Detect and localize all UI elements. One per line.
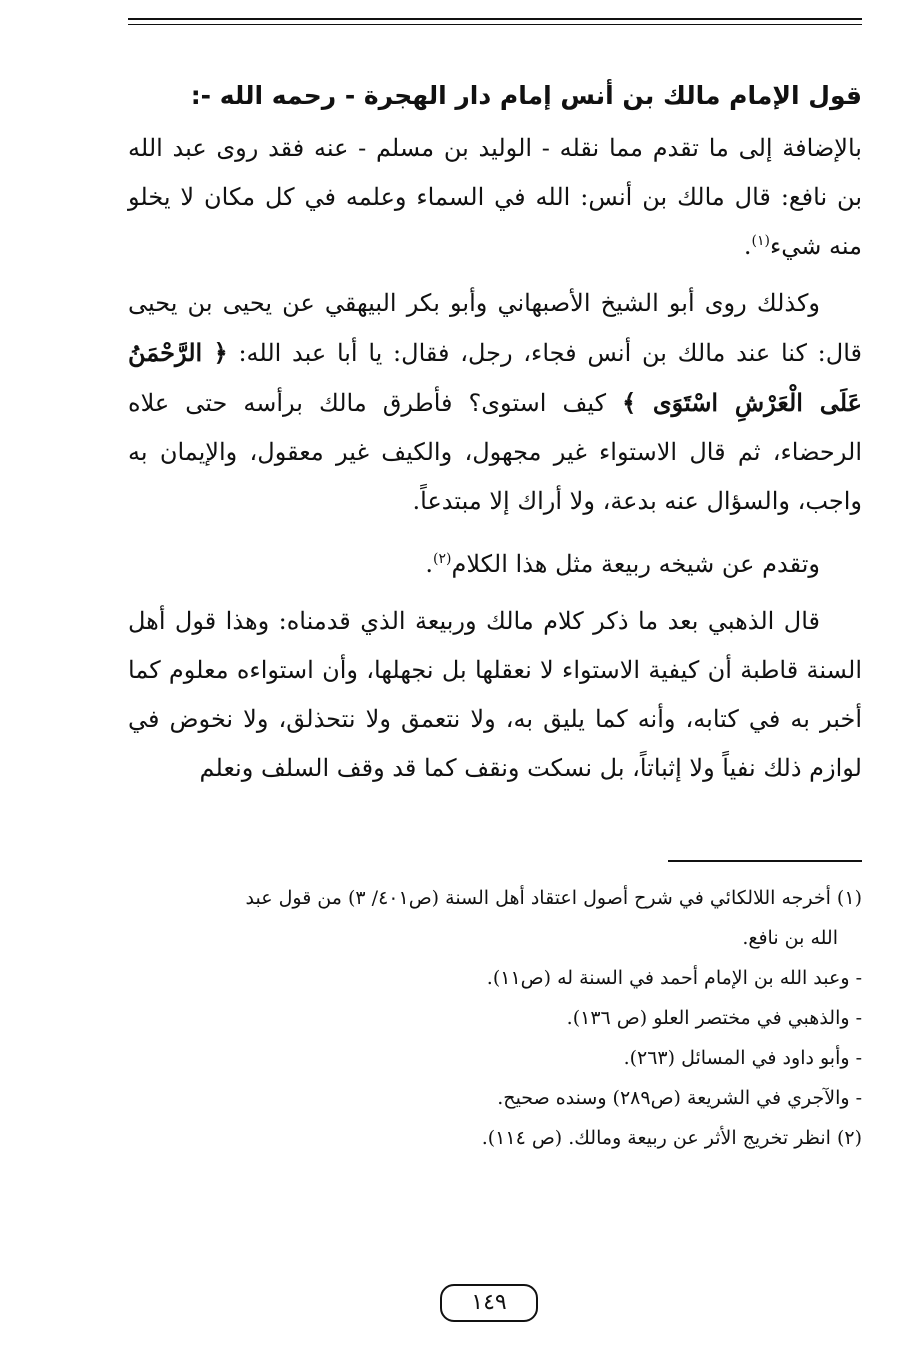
paragraph-3 (128, 540, 862, 589)
paragraph-3-end: . (425, 550, 434, 578)
header-rule-bottom (128, 24, 862, 25)
footnote-1-line-3: - وعبد الله بن الإمام أحمد في السنة له (ص١١). (486, 967, 862, 989)
page-body (128, 74, 862, 807)
footnote-ref-1: (١) (751, 233, 770, 249)
paragraph-2 (128, 279, 862, 526)
footnote-2-line-1: (٢) انظر تخريج الأثر عن ربيعة ومالك. (ص ١١٤). (481, 1127, 862, 1149)
paragraph-4 (128, 597, 862, 793)
footnote-1-line-1: (١) أخرجه اللالكائي في شرح أصول اعتقاد أهل السنة (ص٤٠١/ ٣) من قول عبد (245, 887, 862, 909)
page-number: ١٤٩ (440, 1284, 538, 1322)
paragraph-1-end: . (743, 232, 752, 260)
footnote-1-line-4: - والذهبي في مختصر العلو (ص ١٣٦). (566, 1007, 862, 1029)
header-rule-top (128, 18, 862, 20)
footnote-separator (668, 860, 862, 862)
footnote-ref-2: (٢) (433, 551, 452, 567)
footnotes (128, 878, 862, 1158)
paragraph-1-text: بالإضافة إلى ما تقدم مما نقله - الوليد بن مسلم - عنه فقد روى عبد الله بن نافع: قال مالك بن أنس: الله في السماء وعلمه في كل مكان لا يخلو منه شيء (128, 134, 862, 260)
paragraph-4-text: قال الذهبي بعد ما ذكر كلام مالك وربيعة الذي قدمناه: وهذا قول أهل السنة قاطبة أن كيفية الاستواء لا نعقلها بل نجهلها، وأن استواءه معلوم كما أخبر به في كتابه، وأنه كما يليق به، ولا نتعمق ولا نتحذلق، ولا نخوض في لوازم ذلك نفياً ولا إثباتاً، بل نسكت ونقف كما قد وقف السلف ونعلم (128, 607, 862, 782)
paragraph-1 (128, 124, 862, 271)
quran-verse: ﴿ الرَّحْمَنُ عَلَى الْعَرْشِ اسْتَوَى ﴾ (128, 338, 862, 417)
footnote-1-line-2: الله بن نافع. (742, 927, 838, 949)
footnote-1-line-5: - وأبو داود في المسائل (٢٦٣). (623, 1047, 862, 1069)
paragraph-2-end: كيف استوى؟ فأطرق مالك برأسه حتى علاه الرحضاء، ثم قال الاستواء غير مجهول، والكيف غير معقول، والإيمان به واجب، والسؤال عنه بدعة، ولا أراك إلا مبتدعاً. (128, 389, 862, 515)
section-heading: قول الإمام مالك بن أنس إمام دار الهجرة - رحمه الله -: (190, 81, 862, 110)
paragraph-2-text: وكذلك روى أبو الشيخ الأصبهاني وأبو بكر البيهقي عن يحيى بن يحيى قال: كنا عند مالك بن أنس فجاء، رجل، فقال: يا أبا عبد الله: (128, 289, 862, 367)
paragraph-3-text: وتقدم عن شيخه ربيعة مثل هذا الكلام (451, 550, 820, 578)
footnote-1-line-6: - والآجري في الشريعة (ص٢٨٩) وسنده صحيح. (497, 1087, 862, 1109)
